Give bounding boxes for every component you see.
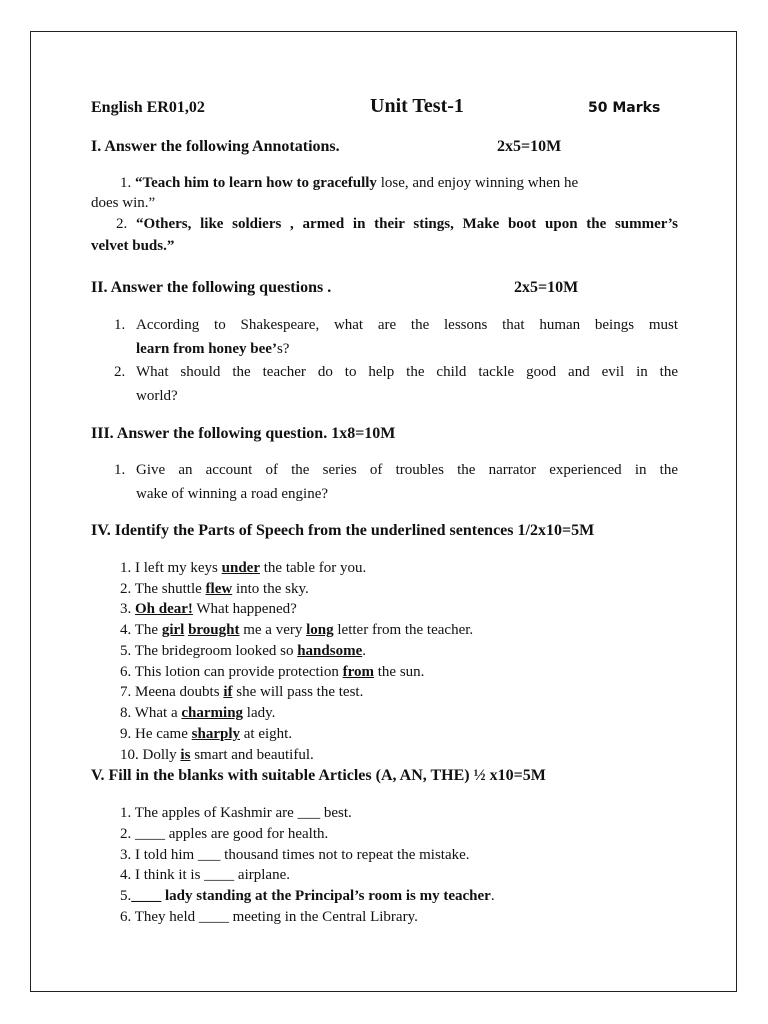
question-2-1-number: 1.	[114, 317, 126, 333]
pos-item-7: 7. Meena doubts if she will pass the test.	[120, 684, 364, 700]
article-item-3: 3. I told him ___ thousand times not to repeat the mistake.	[120, 847, 470, 863]
section-2-heading: II. Answer the following questions .	[91, 279, 332, 296]
pos-item-6: 6. This lotion can provide protection from the sun.	[120, 664, 425, 680]
question-2-1-line2: learn from honey bee’s?	[136, 341, 290, 357]
annotation-2-line2: velvet buds.”	[91, 238, 175, 254]
pos-item-4: 4. The girl brought me a very long letter from the teacher.	[120, 622, 474, 638]
question-2-2-line1: What should the teacher do to help the child tackle good and evil in the	[136, 364, 678, 380]
question-3-1-line1: Give an account of the series of troubles the narrator experienced in the	[136, 462, 678, 478]
section-5-heading: V. Fill in the blanks with suitable Articles (A, AN, THE) ½ x10=5M	[91, 767, 546, 784]
annotation-1: 1. “Teach him to learn how to gracefully lose, and enjoy winning when he	[120, 175, 579, 191]
pos-item-9: 9. He came sharply at eight.	[120, 726, 293, 742]
test-title: Unit Test-1	[370, 95, 464, 117]
question-3-1-line2: wake of winning a road engine?	[136, 486, 329, 502]
annotation-2: 2. “Others, like soldiers , armed in their stings, Make boot upon the summer’s	[116, 216, 679, 232]
article-item-5: 5.____ lady standing at the Principal’s room is my teacher.	[120, 888, 495, 904]
section-4-heading: IV. Identify the Parts of Speech from the underlined sentences 1/2x10=5M	[91, 522, 595, 539]
pos-item-10: 10. Dolly is smart and beautiful.	[120, 747, 314, 763]
article-item-2: 2. ____ apples are good for health.	[120, 826, 329, 842]
annotation-1-line2: does win.”	[91, 195, 156, 211]
pos-item-2: 2. The shuttle flew into the sky.	[120, 581, 309, 597]
pos-item-1: 1. I left my keys under the table for you.	[120, 560, 367, 576]
article-item-4: 4. I think it is ____ airplane.	[120, 867, 290, 883]
question-2-1-line1: According to Shakespeare, what are the lessons that human beings must	[136, 317, 678, 333]
section-1-marks: 2x5=10M	[497, 138, 562, 155]
article-item-6: 6. They held ____ meeting in the Central Library.	[120, 909, 418, 925]
total-marks: 50 Marks	[588, 100, 661, 116]
question-2-2-number: 2.	[114, 364, 126, 380]
pos-item-3: 3. Oh dear! What happened?	[120, 601, 297, 617]
question-2-2-line2: world?	[136, 388, 178, 404]
section-2-marks: 2x5=10M	[514, 279, 579, 296]
section-3-heading: III. Answer the following question. 1x8=10M	[91, 425, 396, 442]
pos-item-8: 8. What a charming lady.	[120, 705, 276, 721]
subject-code: English ER01,02	[91, 99, 205, 116]
pos-item-5: 5. The bridegroom looked so handsome.	[120, 643, 366, 659]
section-1-heading: I. Answer the following Annotations.	[91, 138, 340, 155]
article-item-1: 1. The apples of Kashmir are ___ best.	[120, 805, 352, 821]
question-3-1-number: 1.	[114, 462, 126, 478]
